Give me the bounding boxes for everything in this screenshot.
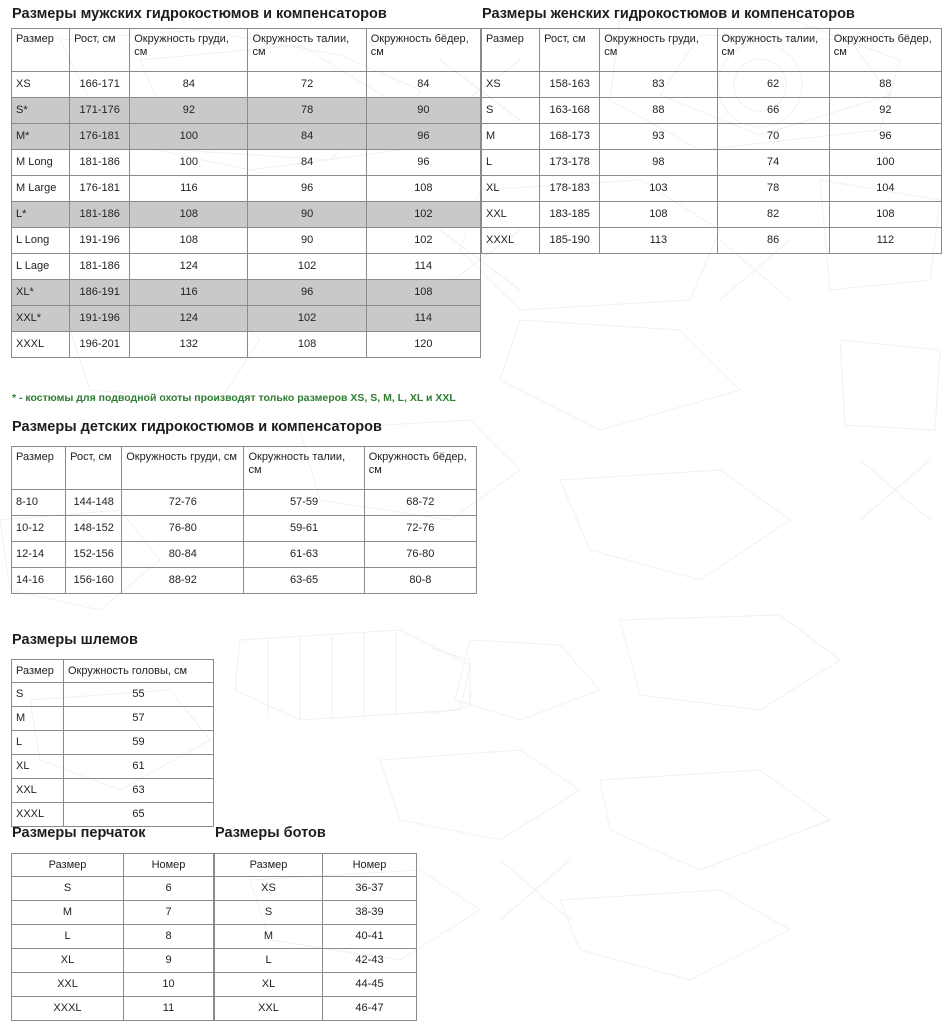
column-header: Рост, см: [66, 447, 122, 490]
table-row: [215, 997, 417, 1021]
head-circumference-value: 55: [64, 683, 214, 707]
column-header: Размер: [12, 854, 124, 877]
height-value: 148-152: [66, 516, 122, 542]
size-label: XXL: [12, 973, 124, 997]
men-footnote: * - костюмы для подводной охоты производят только размеров XS, S, M, L, XL и XXL: [12, 392, 456, 404]
head-circumference-value: 57: [64, 707, 214, 731]
hips-value: 96: [366, 124, 480, 150]
size-label: S: [12, 877, 124, 901]
table-header-row: [12, 29, 481, 72]
hips-value: 100: [829, 150, 941, 176]
size-label: 12-14: [12, 542, 66, 568]
number-value: 10: [124, 973, 214, 997]
size-label: XXL: [215, 997, 323, 1021]
height-value: 156-160: [66, 568, 122, 594]
hips-value: 68-72: [364, 490, 476, 516]
size-label: XL: [12, 949, 124, 973]
table-header-row: [12, 660, 214, 683]
size-label: L Lage: [12, 254, 70, 280]
chest-value: 93: [600, 124, 717, 150]
waist-value: 74: [717, 150, 829, 176]
table-row: [12, 949, 214, 973]
table-header-row: [482, 29, 942, 72]
waist-value: 108: [248, 332, 366, 358]
chest-value: 72-76: [122, 490, 244, 516]
height-value: 144-148: [66, 490, 122, 516]
size-label: S: [482, 98, 540, 124]
table-row: [482, 202, 942, 228]
table-row: [12, 568, 477, 594]
height-value: 176-181: [70, 176, 130, 202]
chest-value: 84: [130, 72, 248, 98]
number-value: 6: [124, 877, 214, 901]
table-row: [12, 925, 214, 949]
size-label: M: [12, 901, 124, 925]
hips-value: 84: [366, 72, 480, 98]
size-label: M Large: [12, 176, 70, 202]
size-label: XS: [12, 72, 70, 98]
waist-value: 62: [717, 72, 829, 98]
gloves-section-title: Размеры перчаток: [12, 825, 146, 841]
chest-value: 103: [600, 176, 717, 202]
height-value: 181-186: [70, 150, 130, 176]
hips-value: 72-76: [364, 516, 476, 542]
size-label: XXXL: [482, 228, 540, 254]
table-row: [12, 280, 481, 306]
height-value: 166-171: [70, 72, 130, 98]
men-size-table: [11, 28, 481, 358]
size-label: XS: [482, 72, 540, 98]
number-value: 44-45: [323, 973, 417, 997]
column-header: Окружность талии, см: [248, 29, 366, 72]
chest-value: 113: [600, 228, 717, 254]
size-label: XS: [215, 877, 323, 901]
waist-value: 102: [248, 306, 366, 332]
boots-size-table: [214, 853, 417, 1021]
chest-value: 80-84: [122, 542, 244, 568]
column-header: Размер: [12, 29, 70, 72]
hips-value: 108: [829, 202, 941, 228]
hips-value: 120: [366, 332, 480, 358]
head-circumference-value: 63: [64, 779, 214, 803]
hips-value: 102: [366, 228, 480, 254]
waist-value: 90: [248, 202, 366, 228]
table-row: [12, 779, 214, 803]
waist-value: 86: [717, 228, 829, 254]
hips-value: 108: [366, 176, 480, 202]
column-header: Окружность талии, см: [717, 29, 829, 72]
table-row: [12, 683, 214, 707]
head-circumference-value: 65: [64, 803, 214, 827]
kids-size-table: [11, 446, 477, 594]
size-label: L: [12, 925, 124, 949]
height-value: 181-186: [70, 254, 130, 280]
size-label: XL: [12, 755, 64, 779]
waist-value: 82: [717, 202, 829, 228]
column-header: Номер: [323, 854, 417, 877]
column-header: Размер: [12, 447, 66, 490]
column-header: Окружность бёдер, см: [366, 29, 480, 72]
table-row: [12, 176, 481, 202]
table-row: [215, 877, 417, 901]
number-value: 42-43: [323, 949, 417, 973]
size-label: 8-10: [12, 490, 66, 516]
chest-value: 108: [600, 202, 717, 228]
size-label: XL: [215, 973, 323, 997]
column-header: Размер: [215, 854, 323, 877]
size-label: XXXL: [12, 803, 64, 827]
waist-value: 61-63: [244, 542, 364, 568]
size-label: M*: [12, 124, 70, 150]
waist-value: 96: [248, 176, 366, 202]
size-label: L: [12, 731, 64, 755]
column-header: Окружность бёдер, см: [364, 447, 476, 490]
hips-value: 114: [366, 254, 480, 280]
waist-value: 96: [248, 280, 366, 306]
table-row: [482, 72, 942, 98]
waist-value: 63-65: [244, 568, 364, 594]
number-value: 40-41: [323, 925, 417, 949]
waist-value: 102: [248, 254, 366, 280]
size-label: XXL: [482, 202, 540, 228]
column-header: Размер: [482, 29, 540, 72]
size-label: M: [215, 925, 323, 949]
height-value: 191-196: [70, 228, 130, 254]
table-row: [12, 306, 481, 332]
women-section-title: Размеры женских гидрокостюмов и компенсаторов: [482, 6, 855, 22]
height-value: 185-190: [540, 228, 600, 254]
table-row: [482, 98, 942, 124]
size-label: M: [12, 707, 64, 731]
size-label: XXXL: [12, 332, 70, 358]
table-row: [215, 973, 417, 997]
head-circumference-value: 61: [64, 755, 214, 779]
chest-value: 88-92: [122, 568, 244, 594]
kids-section-title: Размеры детских гидрокостюмов и компенсаторов: [12, 419, 382, 435]
table-row: [12, 803, 214, 827]
column-header: Размер: [12, 660, 64, 683]
table-row: [12, 707, 214, 731]
size-label: M: [482, 124, 540, 150]
table-row: [12, 254, 481, 280]
table-row: [215, 901, 417, 925]
size-label: L Long: [12, 228, 70, 254]
column-header: Окружность бёдер, см: [829, 29, 941, 72]
height-value: 152-156: [66, 542, 122, 568]
waist-value: 78: [248, 98, 366, 124]
number-value: 11: [124, 997, 214, 1021]
table-row: [12, 997, 214, 1021]
table-row: [12, 516, 477, 542]
size-label: L: [215, 949, 323, 973]
table-row: [215, 949, 417, 973]
waist-value: 78: [717, 176, 829, 202]
size-label: XXL: [12, 779, 64, 803]
table-row: [12, 877, 214, 901]
size-label: S*: [12, 98, 70, 124]
table-row: [12, 490, 477, 516]
waist-value: 84: [248, 124, 366, 150]
waist-value: 72: [248, 72, 366, 98]
height-value: 191-196: [70, 306, 130, 332]
chest-value: 100: [130, 124, 248, 150]
chest-value: 132: [130, 332, 248, 358]
chest-value: 100: [130, 150, 248, 176]
size-label: L*: [12, 202, 70, 228]
table-header-row: [215, 854, 417, 877]
chest-value: 76-80: [122, 516, 244, 542]
column-header: Рост, см: [70, 29, 130, 72]
hips-value: 88: [829, 72, 941, 98]
size-label: L: [482, 150, 540, 176]
table-row: [12, 542, 477, 568]
table-row: [12, 72, 481, 98]
number-value: 36-37: [323, 877, 417, 901]
gloves-size-table: [11, 853, 214, 1021]
size-label: 10-12: [12, 516, 66, 542]
column-header: Рост, см: [540, 29, 600, 72]
size-label: XXL*: [12, 306, 70, 332]
size-label: XL*: [12, 280, 70, 306]
column-header: Окружность груди, см: [122, 447, 244, 490]
head-circumference-value: 59: [64, 731, 214, 755]
waist-value: 66: [717, 98, 829, 124]
number-value: 7: [124, 901, 214, 925]
chest-value: 108: [130, 228, 248, 254]
chest-value: 88: [600, 98, 717, 124]
number-value: 9: [124, 949, 214, 973]
hips-value: 96: [366, 150, 480, 176]
waist-value: 90: [248, 228, 366, 254]
number-value: 8: [124, 925, 214, 949]
column-header: Окружность груди, см: [130, 29, 248, 72]
table-row: [215, 925, 417, 949]
hips-value: 80-8: [364, 568, 476, 594]
height-value: 168-173: [540, 124, 600, 150]
height-value: 158-163: [540, 72, 600, 98]
chest-value: 92: [130, 98, 248, 124]
hips-value: 90: [366, 98, 480, 124]
table-row: [12, 731, 214, 755]
table-row: [12, 755, 214, 779]
table-row: [12, 332, 481, 358]
table-row: [482, 228, 942, 254]
boots-section-title: Размеры ботов: [215, 825, 326, 841]
number-value: 38-39: [323, 901, 417, 925]
waist-value: 59-61: [244, 516, 364, 542]
size-label: M Long: [12, 150, 70, 176]
table-row: [12, 124, 481, 150]
number-value: 46-47: [323, 997, 417, 1021]
size-label: 14-16: [12, 568, 66, 594]
hips-value: 108: [366, 280, 480, 306]
table-row: [12, 228, 481, 254]
table-row: [482, 176, 942, 202]
height-value: 163-168: [540, 98, 600, 124]
table-header-row: [12, 447, 477, 490]
hips-value: 76-80: [364, 542, 476, 568]
height-value: 181-186: [70, 202, 130, 228]
height-value: 173-178: [540, 150, 600, 176]
column-header: Окружность груди, см: [600, 29, 717, 72]
helmets-size-table: [11, 659, 214, 827]
waist-value: 57-59: [244, 490, 364, 516]
table-row: [12, 901, 214, 925]
hips-value: 112: [829, 228, 941, 254]
chest-value: 124: [130, 254, 248, 280]
chest-value: 108: [130, 202, 248, 228]
size-label: XXXL: [12, 997, 124, 1021]
hips-value: 96: [829, 124, 941, 150]
helmets-section-title: Размеры шлемов: [12, 632, 138, 648]
hips-value: 92: [829, 98, 941, 124]
height-value: 178-183: [540, 176, 600, 202]
table-header-row: [12, 854, 214, 877]
height-value: 171-176: [70, 98, 130, 124]
size-label: S: [12, 683, 64, 707]
size-label: S: [215, 901, 323, 925]
column-header: Окружность головы, см: [64, 660, 214, 683]
chest-value: 124: [130, 306, 248, 332]
column-header: Номер: [124, 854, 214, 877]
waist-value: 70: [717, 124, 829, 150]
women-size-table: [481, 28, 942, 254]
size-label: XL: [482, 176, 540, 202]
table-row: [482, 124, 942, 150]
chest-value: 116: [130, 176, 248, 202]
table-row: [12, 202, 481, 228]
table-row: [12, 150, 481, 176]
height-value: 186-191: [70, 280, 130, 306]
chest-value: 83: [600, 72, 717, 98]
height-value: 196-201: [70, 332, 130, 358]
waist-value: 84: [248, 150, 366, 176]
chest-value: 116: [130, 280, 248, 306]
men-section-title: Размеры мужских гидрокостюмов и компенсаторов: [12, 6, 387, 22]
chest-value: 98: [600, 150, 717, 176]
table-row: [482, 150, 942, 176]
hips-value: 114: [366, 306, 480, 332]
table-row: [12, 98, 481, 124]
table-row: [12, 973, 214, 997]
column-header: Окружность талии, см: [244, 447, 364, 490]
hips-value: 102: [366, 202, 480, 228]
height-value: 176-181: [70, 124, 130, 150]
hips-value: 104: [829, 176, 941, 202]
height-value: 183-185: [540, 202, 600, 228]
